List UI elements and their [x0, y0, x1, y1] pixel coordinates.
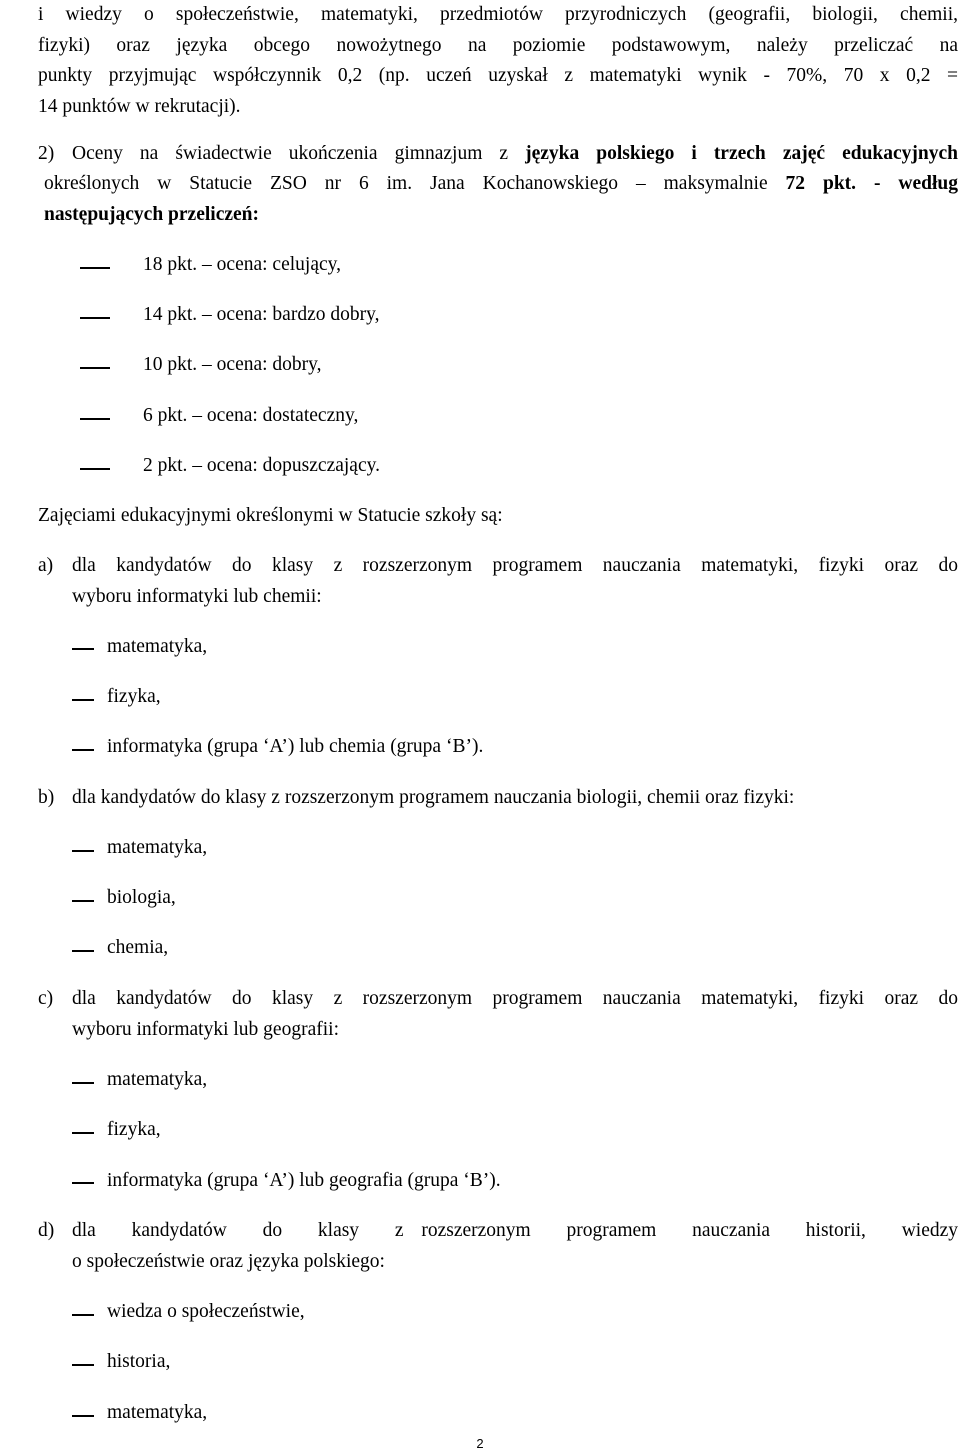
grade-item: 10 pkt. – ocena: dobry,: [143, 354, 322, 375]
group-a-marker: a): [38, 555, 54, 576]
grade-item: 18 pkt. – ocena: celujący,: [143, 254, 341, 275]
subject-item: biologia,: [107, 887, 176, 908]
subject-item: fizyka,: [107, 686, 161, 707]
subject-item: matematyka,: [107, 837, 208, 858]
dash-bullet: [80, 367, 110, 369]
dash-bullet: [80, 468, 110, 470]
dash-bullet: [72, 1182, 94, 1184]
intro-line-4: 14 punktów w rekrutacji).: [38, 96, 241, 117]
subject-item: matematyka,: [107, 636, 208, 657]
dash-bullet: [72, 1364, 94, 1366]
dash-bullet: [72, 648, 94, 650]
grade-item: 2 pkt. – ocena: dopuszczający.: [143, 455, 380, 476]
point-2-line-3-bold: następujących przeliczeń:: [44, 204, 259, 225]
intro-line-2: fizyki) oraz języka obcego nowożytnego na poziomie podstawowym, należy przeliczać na: [38, 35, 958, 56]
point-2-line-3: [44, 204, 259, 226]
dash-bullet: [80, 267, 110, 269]
dash-bullet: [72, 1314, 94, 1316]
dash-bullet: [72, 900, 94, 902]
subject-item: chemia,: [107, 937, 169, 958]
point-2-marker: 2): [38, 143, 55, 164]
subject-item: informatyka (grupa ‘A’) lub chemia (grupa ‘B’).: [107, 736, 484, 757]
subject-item: matematyka,: [107, 1069, 208, 1090]
group-d-marker: d): [38, 1220, 55, 1241]
page-number: 2: [476, 1436, 484, 1451]
group-b-line-1: dla kandydatów do klasy z rozszerzonym programem nauczania biologii, chemii oraz fizyki:: [72, 787, 795, 808]
point-2-line-2: [44, 173, 958, 195]
dash-bullet: [80, 418, 110, 420]
point-2-line-1-normal: Oceny na świadectwie ukończenia gimnazjum z: [72, 143, 526, 164]
point-2-line-2-normal: określonych w Statucie ZSO nr 6 im. Jana Kochanowskiego – maksymalnie: [44, 173, 786, 194]
group-a-line-1: dla kandydatów do klasy z rozszerzonym programem nauczania matematyki, fizyki oraz do: [72, 555, 958, 576]
group-c-line-2: wyboru informatyki lub geografii:: [72, 1019, 339, 1040]
group-d-line-2: o społeczeństwie oraz języka polskiego:: [72, 1251, 385, 1272]
subject-item: fizyka,: [107, 1119, 161, 1140]
subject-item: wiedza o społeczeństwie,: [107, 1301, 305, 1322]
dash-bullet: [72, 850, 94, 852]
grade-item: 14 pkt. – ocena: bardzo dobry,: [143, 304, 380, 325]
group-d-line-1: dla kandydatów do klasy z rozszerzonym programem nauczania historii, wiedzy: [72, 1220, 958, 1241]
point-2-line-1-bold: języka polskiego i trzech zajęć edukacyjnych: [525, 143, 959, 164]
dash-bullet: [72, 1415, 94, 1417]
dash-bullet: [72, 699, 94, 701]
dash-bullet: [72, 1132, 94, 1134]
dash-bullet: [72, 1082, 94, 1084]
intro-line-1: i wiedzy o społeczeństwie, matematyki, przedmiotów przyrodniczych (geografii, biologii, chemii,: [38, 4, 958, 25]
group-b-marker: b): [38, 787, 55, 808]
subject-item: historia,: [107, 1351, 171, 1372]
point-2-line-2-bold: 72 pkt. - według: [785, 173, 958, 194]
group-c-line-1: dla kandydatów do klasy z rozszerzonym programem nauczania matematyki, fizyki oraz do: [72, 988, 958, 1009]
grade-item: 6 pkt. – ocena: dostateczny,: [143, 405, 359, 426]
group-a-line-2: wyboru informatyki lub chemii:: [72, 586, 322, 607]
intro-line-3: punkty przyjmując współczynnik 0,2 (np. uczeń uzyskał z matematyki wynik - 70%, 70 x 0,2 =: [38, 65, 958, 86]
subjects-intro: Zajęciami edukacyjnymi określonymi w Statucie szkoły są:: [38, 505, 503, 526]
group-c-marker: c): [38, 988, 54, 1009]
dash-bullet: [72, 749, 94, 751]
subject-item: informatyka (grupa ‘A’) lub geografia (grupa ‘B’).: [107, 1170, 501, 1191]
dash-bullet: [80, 317, 110, 319]
point-2-line-1: [72, 143, 958, 165]
dash-bullet: [72, 950, 94, 952]
subject-item: matematyka,: [107, 1402, 208, 1423]
